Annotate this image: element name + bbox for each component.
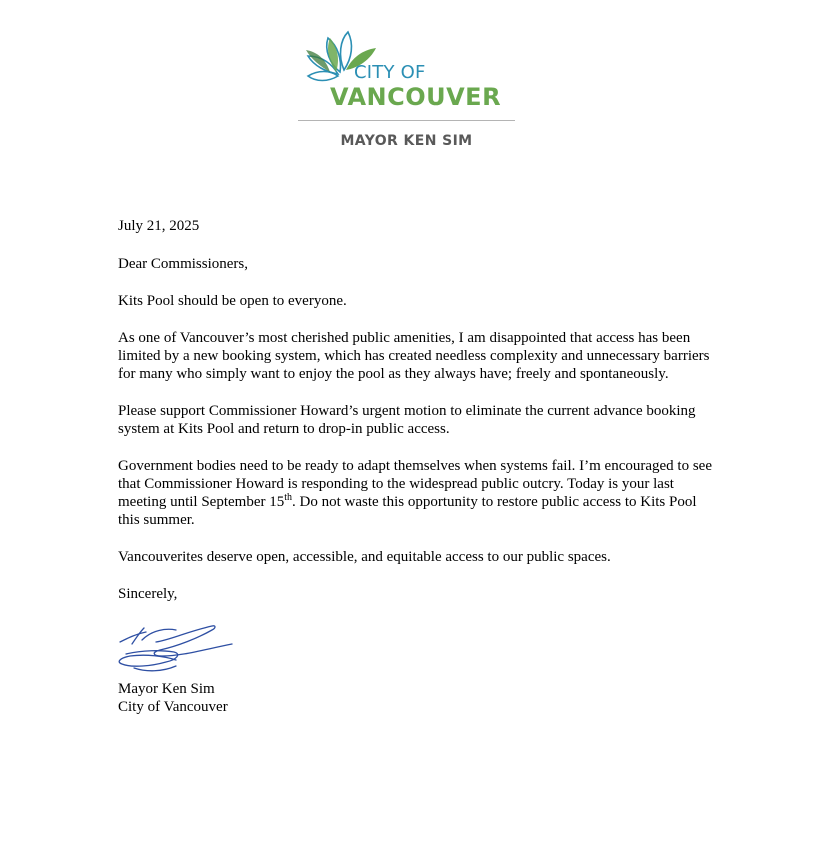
date-ordinal-superscript: th (284, 492, 292, 503)
letter-body (118, 217, 718, 622)
signatory-organization: City of Vancouver (118, 699, 228, 715)
office-heading: MAYOR KEN SIM (340, 133, 473, 149)
paragraph-adapt-text-2: . Do not waste this opportunity to restore public access to Kits Pool this summer. (118, 494, 697, 528)
letter-date: July 21, 2025 (118, 218, 200, 234)
paragraph-conclusion: Vancouverites deserve open, accessible, and equitable access to our public spaces. (118, 549, 611, 565)
paragraph-amenities: As one of Vancouver’s most cherished public amenities, I am disappointed that access has been limited by a new booking system, which has created needless complexity and unnecessary barriers for many who simply want to enjoy the pool as they always have; freely and spontaneously. (118, 330, 710, 382)
salutation: Dear Commissioners, (118, 256, 248, 272)
paragraph-adapt-text-1: Government bodies need to be ready to adapt themselves when systems fail. I’m encouraged to see that Commissioner Howard is responding to the widespread public outcry. Today is your last meeting until September 15 (118, 458, 712, 510)
paragraph-opening: Kits Pool should be open to everyone. (118, 293, 347, 309)
signature-block (118, 680, 228, 716)
paragraph-motion: Please support Commissioner Howard’s urgent motion to eliminate the current advance booking system at Kits Pool and return to drop-in public access. (118, 403, 696, 437)
logo-text-city-of: CITY OF (354, 62, 426, 83)
closing: Sincerely, (118, 586, 178, 602)
letterhead-divider (298, 120, 515, 121)
logo-text-vancouver: VANCOUVER (330, 83, 502, 111)
city-of-vancouver-logo (300, 26, 500, 114)
letterhead (0, 0, 813, 160)
signatory-name: Mayor Ken Sim (118, 681, 215, 697)
handwritten-signature (112, 620, 238, 676)
paragraph-adapt (118, 457, 718, 529)
